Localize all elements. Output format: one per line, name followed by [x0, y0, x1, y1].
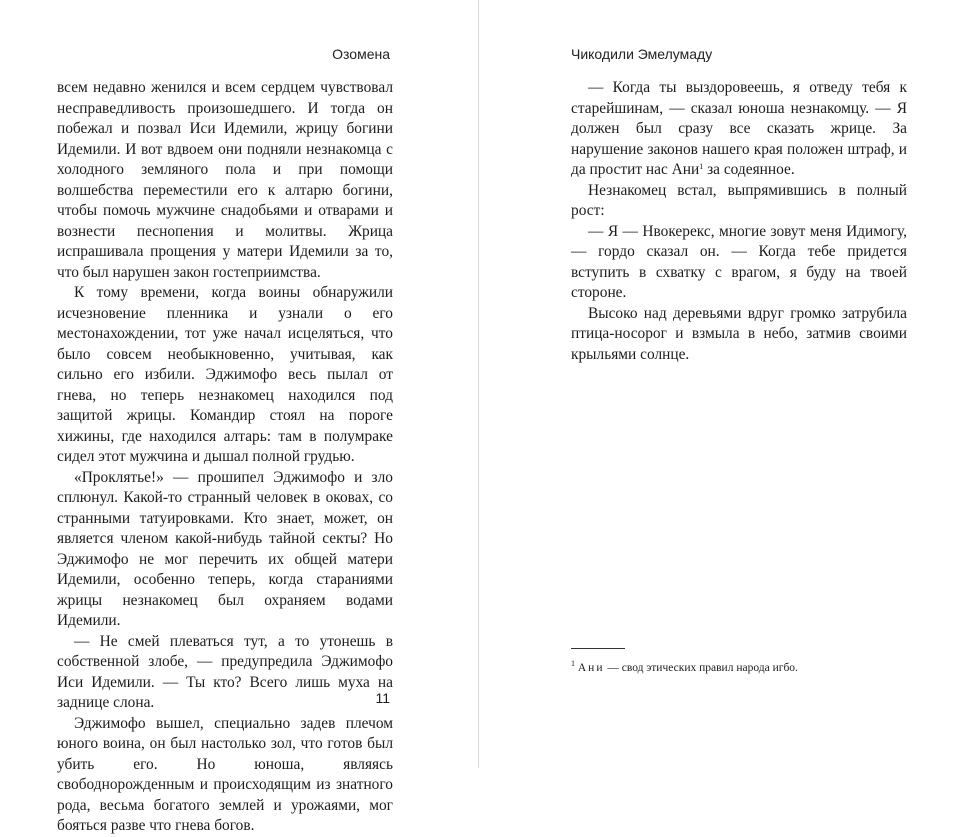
paragraph: Эджимофо вышел, специально задев плечом юного воина, он был настолько зол, что готов был убить его. Но юноша, являясь свободнорожденным и происходящим из знатного рода, весьма богатого землей и урожаями, мог бояться разве что гнева богов.: [57, 714, 393, 834]
paragraph: Незнакомец встал, выпрямившись в полный рост:: [571, 181, 907, 219]
running-head-right: Чикодили Эмелумаду: [571, 46, 713, 62]
right-page: [479, 0, 957, 768]
paragraph: — Не смей плеваться тут, а то утонешь в собственной злобе, — предупредила Эджимофо Иси Идемили. — Ты кто? Всего лишь муха на заднице слона.: [57, 632, 393, 711]
right-page-text: [571, 78, 907, 365]
footnote-text: — свод этических правил народа игбо.: [604, 662, 798, 674]
paragraph-text: за содеянное.: [703, 161, 795, 178]
running-head-left: Озомена: [332, 46, 390, 62]
page-number: 11: [375, 690, 390, 706]
footnote-divider: [571, 648, 625, 649]
paragraph: «Проклятье!» — прошипел Эджимофо и зло сплюнул. Какой-то странный человек в оковах, со странными татуировками. Кто знает, может, он является членом какой-нибудь тайной секты? Но Эджимофо не мог перечить их общей матери Идемили, особенно теперь, когда стараниями жрицы незнакомец был охраняем водами Идемили.: [57, 468, 393, 629]
paragraph: всем недавно женился и всем сердцем чувствовал несправедливость произошедшего. И тогда он побежал и позвал Иси Идемили, жрицу богини Идемили. И вот вдвоем они подняли незнакомца с холодного земляного пола и при помощи волшебства переместили его к алтарю богини, чтобы помочь мужчине снадобьями и отварами и вознести песнопения и молитвы. Жрица испрашивала прощения у матери Идемили за то, что был нарушен закон гостеприимства.: [57, 79, 393, 281]
footnote-term: Ани: [577, 662, 605, 674]
paragraph-text: — Когда ты выздоровеешь, я отведу тебя к старейшинам, — сказал юноша незнакомцу. — Я должен был сразу все сказать жрице. За нарушение законов нашего края положен штраф, и да простит нас Ани: [571, 79, 907, 178]
footnote: [571, 661, 798, 675]
paragraph: [571, 78, 907, 181]
paragraph: К тому времени, когда воины обнаружили исчезновение пленника и узнали о его местонахождении, тот уже начал исцеляться, что было совсем необыкновенно, учитывая, как сильно его избили. Эджимофо весь пылал от гнева, но теперь незнакомец находился под защитой жрицы. Командир стоял на пороге хижины, где находился алтарь: там в полумраке сидел этот мужчина и дышал полной грудью.: [57, 284, 393, 465]
footnote-reference: 1: [699, 162, 704, 171]
footnote-marker: 1: [571, 659, 575, 668]
paragraph: Высоко над деревьями вдруг громко затрубила птица-носорог и взмыла в небо, затмив своими крыльями солнце.: [571, 304, 907, 363]
left-page-text: [57, 78, 393, 837]
left-page: [0, 0, 478, 834]
paragraph: — Я — Нвокерекс, многие зовут меня Идимогу, — гордо сказал он. — Когда тебе придется вступить в схватку с врагом, я буду на твоей стороне.: [571, 222, 907, 301]
